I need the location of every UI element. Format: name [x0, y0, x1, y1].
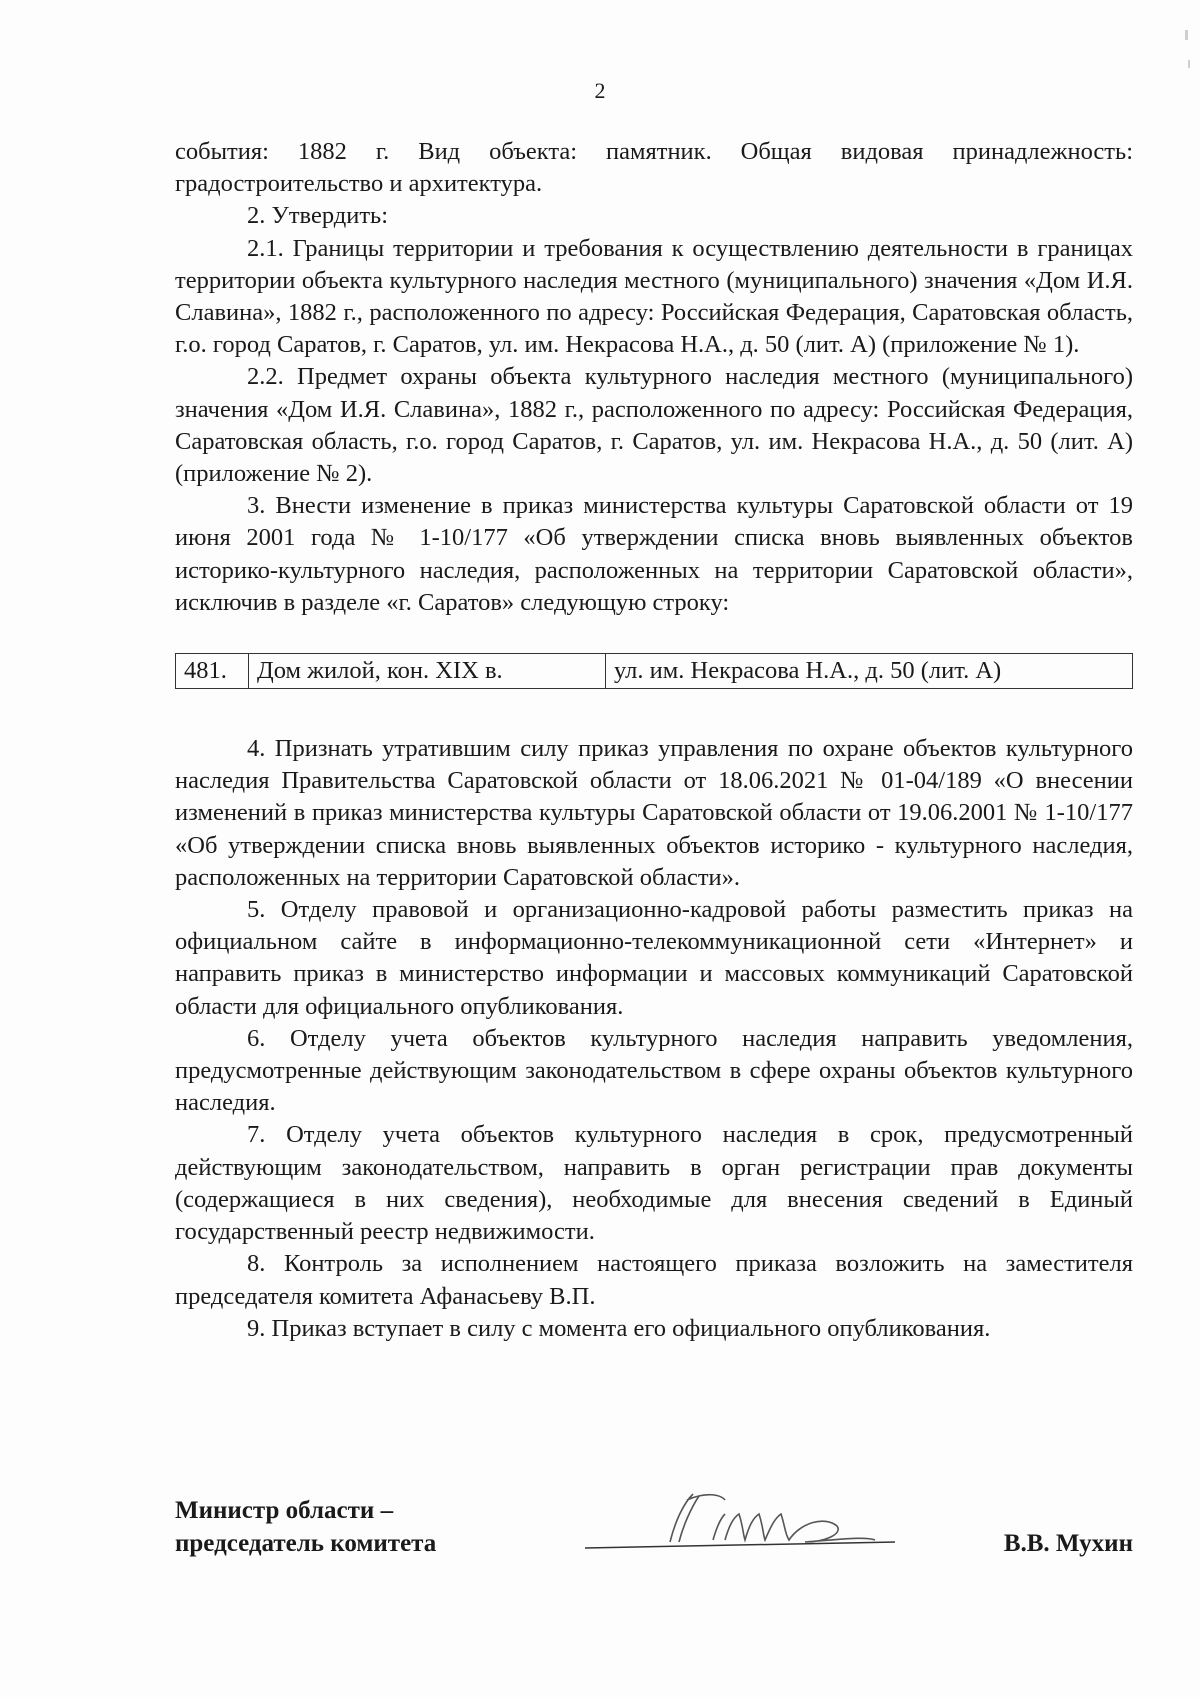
row-name-cell: Дом жилой, кон. XIX в.: [249, 654, 606, 689]
paragraph-continuation: события: 1882 г. Вид объекта: памятник. Общая видовая принадлежность: градостроительство и архитектура.: [175, 138, 1133, 198]
signature-block: [175, 1494, 1133, 1574]
table-row: [176, 654, 1133, 689]
page-number: 2: [594, 78, 606, 103]
paragraph-item-3: 3. Внести изменение в приказ министерства культуры Саратовской области от 19 июня 2001 года № 1-10/177 «Об утверждении списка вновь выявленных объектов историко-культурного наследия, расположенных на территории Саратовской области», исключив в разделе «г. Саратов» следующую строку:: [175, 492, 1133, 616]
paragraph-item-2-1: 2.1. Границы территории и требования к осуществлению деятельности в границах территории объекта культурного наследия местного (муниципального) значения «Дом И.Я. Славина», 1882 г., расположенного по адресу: Российская Федерация, Саратовская область, г.о. город Саратов, г. Саратов, ул. им. Некрасова Н.А., д. 50 (лит. А) (приложение № 1).: [175, 234, 1133, 359]
paragraph-item-9: 9. Приказ вступает в силу с момента его официального опубликования.: [247, 1314, 991, 1342]
handwritten-signature: [575, 1482, 915, 1562]
order-body: [175, 136, 1133, 1345]
paragraph-item-2: 2. Утвердить:: [247, 202, 389, 230]
paragraph-item-8: 8. Контроль за исполнением настоящего приказа возложить на заместителя председателя комитета Афанасьеву В.П.: [175, 1250, 1133, 1310]
row-number-cell: 481.: [176, 654, 249, 689]
paragraph-item-6: 6. Отделу учета объектов культурного наследия направить уведомления, предусмотренные действующим законодательством в сфере охраны объектов культурного наследия.: [175, 1024, 1133, 1117]
paragraph-item-5: 5. Отделу правовой и организационно-кадровой работы разместить приказ на официальном сайте в информационно-телекоммуникационной сети «Интернет» и направить приказ в министерство информации и массовых коммуникаций Саратовской области для официального опубликования.: [175, 896, 1133, 1020]
paragraph-item-2-2: 2.2. Предмет охраны объекта культурного наследия местного (муниципального) значения «Дом И.Я. Славина», 1882 г., расположенного по адресу: Российская Федерация, Саратовская область, г.о. город Саратов, г. Саратов, ул. им. Некрасова Н.А., д. 50 (лит. А) (приложение № 2).: [175, 363, 1133, 488]
paragraph-item-4: 4. Признать утратившим силу приказ управления по охране объектов культурного наследия Правительства Саратовской области от 18.06.2021 № 01-04/189 «О внесении изменений в приказ министерства культуры Саратовской области от 19.06.2001 № 1-10/177 «Об утверждении списка вновь выявленных объектов историко - культурного наследия, расположенных на территории Саратовской области».: [175, 735, 1133, 891]
signatory-title: [175, 1494, 436, 1560]
signatory-title-line-2: председатель комитета: [175, 1530, 437, 1557]
signatory-name: В.В. Мухин: [1003, 1530, 1133, 1557]
excluded-row-table: [175, 653, 1133, 689]
signatory-title-line-1: Министр области –: [175, 1497, 394, 1524]
row-address-cell: ул. им. Некрасова Н.А., д. 50 (лит. А): [606, 654, 1133, 689]
paragraph-item-7: 7. Отделу учета объектов культурного наследия в срок, предусмотренный действующим законодательством, направить в орган регистрации прав документы (содержащиеся в них сведения), необходимые для внесения сведений в Единый государственный реестр недвижимости.: [175, 1121, 1133, 1246]
